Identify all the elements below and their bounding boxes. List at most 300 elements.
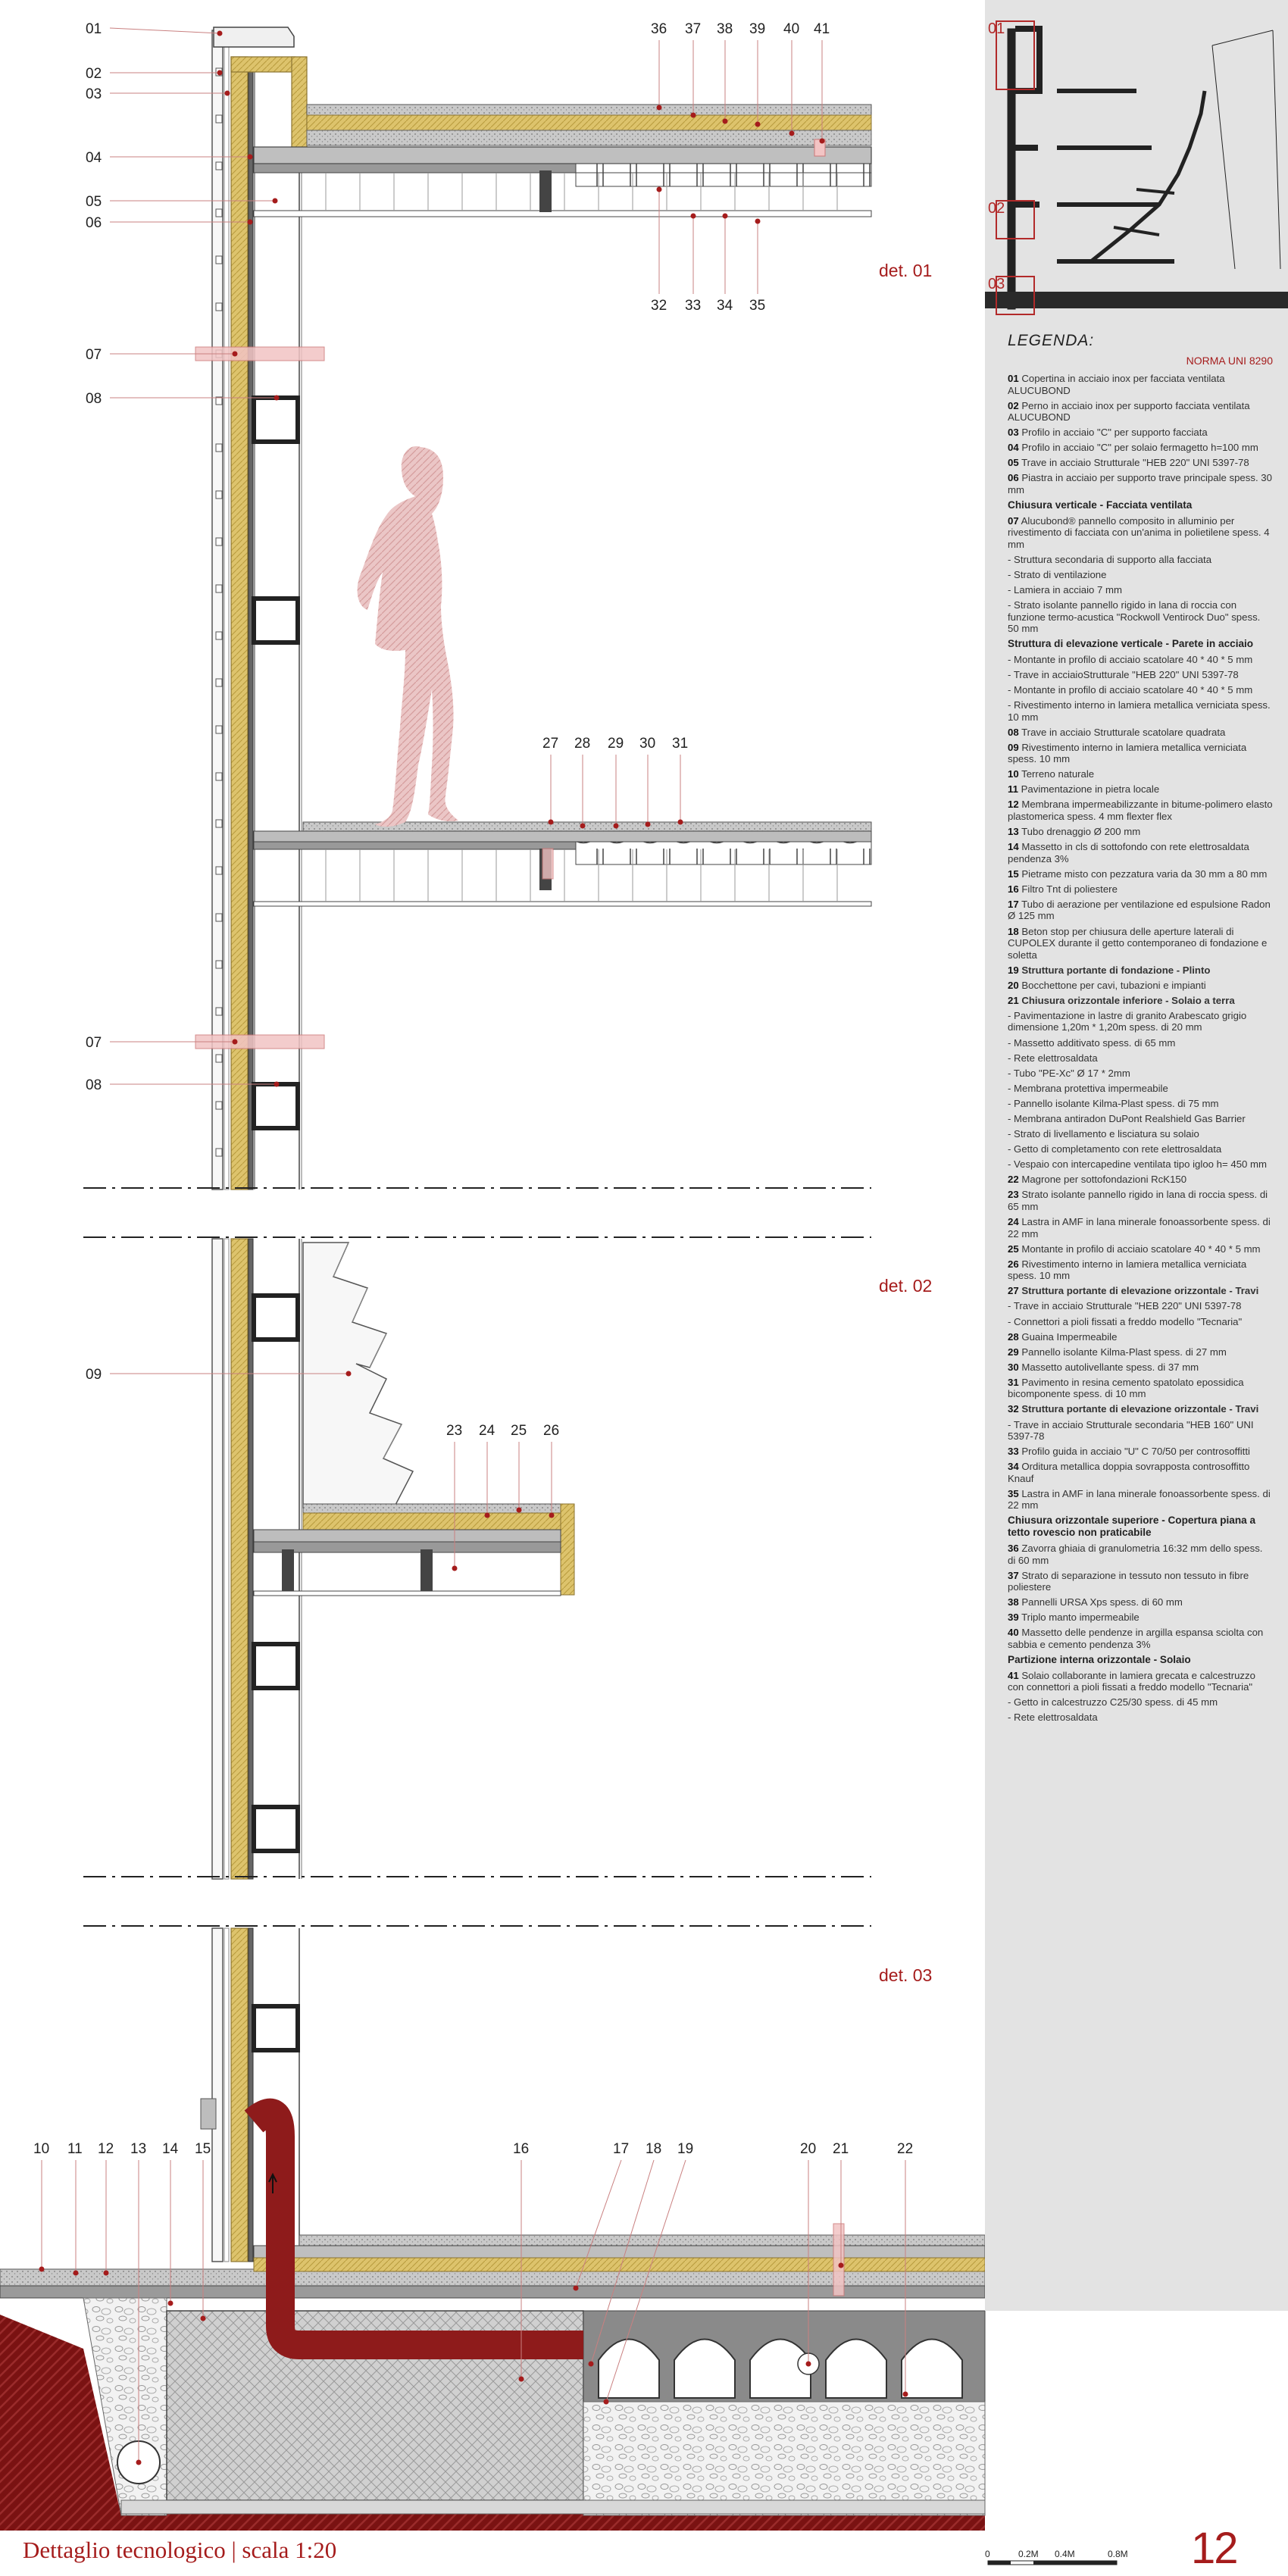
callout-label: 21 — [833, 2141, 849, 2157]
legend-item — [1008, 427, 1273, 439]
legend-item-text: Filtro Tnt di poliestere — [1021, 883, 1118, 895]
callout-34 — [717, 214, 733, 314]
legend-item-number: 13 — [1008, 826, 1019, 838]
legend-item-text: Tubo di aerazione per ventilazione ed espulsione Radon Ø 125 mm — [1008, 898, 1271, 922]
legend-item-number: 07 — [1008, 514, 1019, 527]
callout-dot — [755, 122, 761, 127]
legend-item-text: Massetto autolivellante spess. di 37 mm — [1021, 1361, 1199, 1373]
legend-item — [1008, 1285, 1273, 1297]
legend-norm: NORMA UNI 8290 — [1186, 355, 1273, 367]
callout-33 — [685, 214, 701, 314]
legend-item — [1008, 742, 1273, 765]
legend-heading: Chiusura orizzontale superiore - Copertura piana a tetto rovescio non praticabile — [1008, 1515, 1256, 1539]
legend-item — [1008, 995, 1273, 1007]
legend-item-number: 24 — [1008, 1216, 1019, 1228]
legend-item — [1008, 1670, 1273, 1693]
callout-dot — [201, 2316, 206, 2321]
callout-dot — [248, 220, 253, 225]
callout-label: 34 — [717, 298, 733, 314]
bracket — [216, 632, 222, 639]
callout-label: 03 — [86, 86, 102, 102]
legend-item-number: 38 — [1008, 1596, 1019, 1608]
legend-item-text: Lastra in AMF in lana minerale fonoassorbente spess. di 22 mm — [1008, 1216, 1271, 1240]
legend-item — [1008, 783, 1273, 796]
callout-dot — [485, 1513, 490, 1518]
callout-dot — [574, 2286, 579, 2291]
bracket — [216, 773, 222, 780]
roof-slab — [254, 105, 871, 217]
callout-label: 28 — [574, 736, 591, 752]
bracket — [216, 1102, 222, 1109]
callout-dot — [248, 155, 253, 160]
legend-item-text: Rivestimento interno in lamiera metallica verniciata spess. 10 mm — [1008, 741, 1247, 765]
legend-items — [1008, 373, 1273, 1724]
legend-item-text: Triplo manto impermeabile — [1021, 1612, 1140, 1624]
legend-item-text: Membrana impermeabilizzante in bitume-polimero elasto plastomerica spess. 4 mm flexter flex — [1008, 799, 1273, 822]
legend-item-number: 10 — [1008, 768, 1019, 780]
det03-foundation — [0, 1928, 985, 2531]
sheet-title: Dettaglio tecnologico | scala 1:20 — [23, 2537, 337, 2563]
bracket — [216, 867, 222, 874]
legend-item-text: Massetto in cls di sottofondo con rete elettrosaldata pendenza 3% — [1008, 841, 1249, 864]
legend-item-number: 39 — [1008, 1612, 1019, 1624]
legend-item — [1008, 1243, 1273, 1255]
legend-item-text: Zavorra ghiaia di granulometria 16:32 mm dello spess. di 60 mm — [1008, 1543, 1263, 1566]
legend-item-text: Profilo in acciaio "C" per solaio fermagetto h=100 mm — [1021, 442, 1258, 454]
legend-item-number: 08 — [1008, 726, 1019, 738]
callout-label: 01 — [86, 21, 102, 37]
keyplan-marker-02: 02 — [988, 200, 1005, 217]
legend-subitem: - Rivestimento interno in lamiera metallica verniciata spess. 10 mm — [1008, 699, 1271, 723]
callout-label: 26 — [543, 1423, 560, 1439]
legend-item — [1008, 868, 1273, 880]
callout-dot — [723, 119, 728, 124]
keyplan-marker-03: 03 — [988, 276, 1005, 292]
legend-item-number: 15 — [1008, 868, 1019, 880]
legend-subitem: - Connettori a pioli fissati a freddo modello "Tecnaria" — [1008, 1315, 1243, 1327]
scale-tick-02: 0.2M — [1018, 2549, 1039, 2559]
legend-item — [1008, 442, 1273, 454]
legend-item — [1008, 841, 1273, 864]
legend-subitem: - Trave in acciaioStrutturale "HEB 220" UNI 5397-78 — [1008, 668, 1239, 680]
legend-item-number: 41 — [1008, 1669, 1019, 1681]
legend-item — [1008, 1488, 1273, 1512]
legend-item-number: 14 — [1008, 841, 1019, 853]
callout-label: 08 — [86, 391, 102, 407]
callout-dot — [549, 820, 554, 825]
legend-subitem: - Strato isolante pannello rigido in lana di roccia con funzione termo-acustica "Rockwoll Ventirock Duo" spess. 50 mm — [1008, 599, 1261, 635]
callout-29 — [608, 736, 624, 829]
bracket — [216, 444, 222, 452]
callout-dot — [723, 214, 728, 219]
callout-label: 38 — [717, 21, 733, 37]
legend-item — [1008, 1258, 1273, 1282]
legend-item-number: 09 — [1008, 741, 1019, 753]
legend-subitem: - Trave in acciaio Strutturale secondaria "HEB 160" UNI 5397-78 — [1008, 1418, 1254, 1443]
legend-subitem: - Strato di livellamento e lisciatura su solaio — [1008, 1128, 1199, 1140]
callout-02 — [86, 66, 223, 82]
legend-item-number: 11 — [1008, 783, 1018, 796]
legend-item-text: Rivestimento interno in lamiera metallica verniciata spess. 10 mm — [1008, 1258, 1247, 1282]
bracket — [216, 820, 222, 827]
legend-item-text: Trave in acciaio Strutturale scatolare quadrata — [1021, 726, 1226, 738]
legend-subitem: - Lamiera in acciaio 7 mm — [1008, 583, 1122, 596]
callout-35 — [749, 219, 765, 314]
callout-label: 12 — [98, 2141, 114, 2157]
callout-label: 39 — [749, 21, 766, 37]
legend-item-number: 12 — [1008, 799, 1019, 811]
callout-dot — [646, 822, 651, 827]
callout-10 — [33, 2141, 49, 2272]
legend-item-text: Profilo in acciaio "C" per supporto facciata — [1021, 427, 1208, 439]
legend-subitem: - Pannello isolante Kilma-Plast spess. di 75 mm — [1008, 1097, 1219, 1109]
callout-label: 32 — [651, 298, 667, 314]
scale-tick-0: 0 — [985, 2549, 990, 2559]
callout-label: 04 — [86, 150, 102, 166]
legend-item — [1008, 1403, 1273, 1415]
legend-item-number: 06 — [1008, 472, 1019, 484]
legend-item-text: Strato isolante pannello rigido in lana di roccia spess. di 65 mm — [1008, 1189, 1268, 1212]
callout-dot — [589, 2362, 594, 2367]
legend-item-number: 27 — [1008, 1285, 1019, 1297]
legend-item-number: 05 — [1008, 457, 1019, 469]
callout-label: 18 — [646, 2141, 662, 2157]
legend-item — [1008, 1543, 1273, 1566]
legend-title: LEGENDA: — [1008, 332, 1095, 349]
callout-36 — [651, 21, 667, 111]
legend — [1008, 332, 1273, 1727]
callout-dot — [519, 2377, 524, 2382]
legend-item-text: Tubo drenaggio Ø 200 mm — [1021, 826, 1141, 838]
detail-label: det. 02 — [879, 1276, 933, 1296]
bracket — [216, 914, 222, 921]
legend-item-text: Trave in acciaio Strutturale "HEB 220" UNI 5397-78 — [1021, 457, 1249, 469]
callout-dot — [549, 1513, 555, 1518]
callout-11 — [67, 2141, 83, 2276]
callout-dot — [225, 91, 230, 96]
legend-item-number: 34 — [1008, 1461, 1019, 1473]
callout-label: 05 — [86, 194, 102, 210]
callout-dot — [233, 1039, 238, 1045]
callout-label: 22 — [897, 2141, 914, 2157]
legend-item-number: 23 — [1008, 1189, 1019, 1201]
bracket — [216, 303, 222, 311]
callout-dot — [517, 1508, 522, 1513]
detail-labels — [879, 261, 932, 1985]
legend-item — [1008, 1189, 1273, 1212]
legend-item — [1008, 980, 1273, 992]
legend-item — [1008, 1612, 1273, 1624]
legend-item-number: 33 — [1008, 1446, 1019, 1458]
callout-label: 24 — [479, 1423, 496, 1439]
legend-item-text: Guaina Impermeabile — [1021, 1330, 1118, 1343]
callout-dot — [104, 2271, 109, 2276]
legend-item-text: Pavimentazione in pietra locale — [1021, 783, 1160, 796]
callout-label: 11 — [67, 2141, 83, 2157]
legend-item — [1008, 768, 1273, 780]
legend-subitem: - Membrana protettiva impermeabile — [1008, 1082, 1168, 1094]
legend-subitem: - Trave in acciaio Strutturale "HEB 220" UNI 5397-78 — [1008, 1300, 1242, 1312]
callout-label: 33 — [685, 298, 702, 314]
legend-item — [1008, 1627, 1273, 1650]
legend-item — [1008, 727, 1273, 739]
callout-dot — [657, 105, 662, 111]
legend-item — [1008, 883, 1273, 896]
legend-subitem: - Getto di completamento con rete elettrosaldata — [1008, 1143, 1222, 1155]
callout-label: 35 — [749, 298, 766, 314]
legend-heading: Partizione interna orizzontale - Solaio — [1008, 1654, 1191, 1665]
callout-label: 29 — [608, 736, 624, 752]
legend-subitem: - Montante in profilo di acciaio scatolare 40 * 40 * 5 mm — [1008, 683, 1253, 696]
callout-dot — [657, 187, 662, 192]
callout-dot — [452, 1566, 458, 1571]
legend-item-number: 16 — [1008, 883, 1019, 895]
legend-item-number: 02 — [1008, 399, 1019, 411]
legend-item-number: 19 — [1008, 964, 1019, 976]
legend-item-text: Copertina in acciaio inox per facciata ventilata ALUCUBOND — [1008, 373, 1225, 396]
callout-37 — [685, 21, 701, 118]
callout-dot — [274, 395, 280, 401]
legend-subitem: - Struttura secondaria di supporto alla facciata — [1008, 553, 1212, 565]
callout-layer — [33, 21, 913, 2465]
legend-subitem: - Rete elettrosaldata — [1008, 1052, 1098, 1064]
callout-dot — [233, 352, 238, 357]
legend-subitem: - Tubo "PE-Xc" Ø 17 * 2mm — [1008, 1067, 1130, 1079]
callout-label: 19 — [677, 2141, 694, 2157]
legend-item-text: Chiusura orizzontale inferiore - Solaio a terra — [1021, 994, 1235, 1006]
callout-label: 15 — [195, 2141, 211, 2157]
bracket — [216, 115, 222, 123]
legend-item — [1008, 1216, 1273, 1240]
bracket — [216, 679, 222, 686]
legend-item-text: Struttura portante di elevazione orizzontale - Travi — [1021, 1285, 1259, 1297]
callout-label: 06 — [86, 215, 102, 231]
callout-label: 37 — [685, 21, 702, 37]
bracket — [216, 961, 222, 968]
callout-dot — [273, 199, 278, 204]
detail-label: det. 03 — [879, 1965, 933, 1985]
legend-subitem: - Pavimentazione in lastre di granito Arabescato grigio dimensione 1,20m * 1,20m spess. di 20 mm — [1008, 1009, 1247, 1033]
legend-item-number: 04 — [1008, 442, 1019, 454]
callout-dot — [678, 820, 683, 825]
callout-label: 16 — [513, 2141, 530, 2157]
legend-item — [1008, 1331, 1273, 1343]
scale-tick-08: 0.8M — [1108, 2549, 1128, 2559]
legend-item — [1008, 1461, 1273, 1484]
legend-item-text: Pietrame misto con pezzatura varia da 30 mm a 80 mm — [1021, 868, 1268, 880]
legend-item-text: Pannello isolante Kilma-Plast spess. di 27 mm — [1021, 1346, 1227, 1358]
callout-dot — [274, 1082, 280, 1087]
legend-item-text: Terreno naturale — [1021, 768, 1095, 780]
bracket — [216, 209, 222, 217]
legend-item-number: 30 — [1008, 1361, 1019, 1373]
legend-item-number: 03 — [1008, 427, 1019, 439]
legend-item-text: Pavimento in resina cemento spatolato epossidica bicomponente spess. di 10 mm — [1008, 1376, 1244, 1400]
bracket — [216, 1149, 222, 1156]
legend-subitem: - Rete elettrosaldata — [1008, 1712, 1098, 1724]
legend-subitem: - Montante in profilo di acciaio scatolare 40 * 40 * 5 mm — [1008, 653, 1253, 665]
facade-wall — [195, 27, 324, 1190]
bracket — [216, 256, 222, 264]
legend-item — [1008, 400, 1273, 424]
callout-label: 17 — [613, 2141, 630, 2157]
callout-01 — [86, 21, 223, 37]
legend-heading: Struttura di elevazione verticale - Parete in acciaio — [1008, 638, 1254, 650]
bracket — [216, 1008, 222, 1015]
bracket — [216, 538, 222, 546]
callout-label: 27 — [542, 736, 559, 752]
callout-label: 07 — [86, 347, 102, 363]
callout-label: 08 — [86, 1077, 102, 1093]
legend-item — [1008, 1446, 1273, 1458]
legend-item — [1008, 1570, 1273, 1593]
legend-item-text: Montante in profilo di acciaio scatolare 40 * 40 * 5 mm — [1021, 1243, 1261, 1255]
callout-label: 13 — [130, 2141, 147, 2157]
callout-label: 07 — [86, 1035, 102, 1051]
scale-bar — [979, 2533, 1176, 2571]
legend-item — [1008, 799, 1273, 822]
legend-item-number: 22 — [1008, 1174, 1019, 1186]
legend-item-number: 21 — [1008, 994, 1019, 1006]
legend-item-text: Massetto delle pendenze in argilla espansa sciolta con sabbia e cemento pendenza 3% — [1008, 1627, 1264, 1650]
callout-dot — [691, 113, 696, 118]
legend-item — [1008, 472, 1273, 496]
callout-label: 23 — [446, 1423, 463, 1439]
legend-item-text: Piastra in acciaio per supporto trave principale spess. 30 mm — [1008, 472, 1272, 496]
callout-label: 31 — [672, 736, 689, 752]
legend-item-text: Magrone per sottofondazioni RcK150 — [1021, 1174, 1187, 1186]
legend-item-number: 36 — [1008, 1543, 1019, 1555]
legend-item-number: 18 — [1008, 925, 1019, 937]
callout-dot — [691, 214, 696, 219]
legend-item-number: 25 — [1008, 1243, 1019, 1255]
scale-tick-04: 0.4M — [1055, 2549, 1075, 2559]
legend-subitem: - Membrana antiradon DuPont Realshield Gas Barrier — [1008, 1112, 1246, 1124]
legend-item — [1008, 1361, 1273, 1374]
callout-label: 40 — [783, 21, 800, 37]
callout-28 — [574, 736, 590, 829]
callout-dot — [346, 1371, 352, 1377]
legend-subitem: - Getto in calcestruzzo C25/30 spess. di 45 mm — [1008, 1696, 1218, 1708]
callout-31 — [672, 736, 688, 825]
callout-label: 02 — [86, 66, 102, 82]
legend-item-number: 17 — [1008, 898, 1019, 910]
intermediate-floor — [254, 822, 871, 906]
callout-12 — [98, 2141, 114, 2276]
bracket — [216, 585, 222, 592]
det02-wall — [212, 1239, 574, 1879]
callout-label: 30 — [639, 736, 656, 752]
callout-dot — [614, 824, 619, 829]
callout-dot — [806, 2362, 811, 2367]
callout-32 — [651, 187, 667, 314]
callout-03 — [86, 86, 230, 102]
sheet-number: 12 — [1191, 2524, 1237, 2573]
callout-dot — [839, 2263, 844, 2268]
callout-label: 25 — [511, 1423, 527, 1439]
callout-dot — [789, 131, 795, 136]
legend-subitem: - Massetto additivato spess. di 65 mm — [1008, 1036, 1176, 1049]
callout-dot — [39, 2267, 45, 2272]
legend-item-text: Lastra in AMF in lana minerale fonoassorbente spess. di 22 mm — [1008, 1487, 1271, 1512]
callout-dot — [217, 70, 223, 76]
callout-dot — [604, 2399, 609, 2405]
legend-item-text: Alucubond® pannello composito in alluminio per rivestimento di facciata con un'anima in polietilene spess. 4 mm — [1008, 514, 1270, 550]
legend-item-number: 32 — [1008, 1403, 1019, 1415]
callout-label: 10 — [33, 2141, 50, 2157]
callout-label: 20 — [800, 2141, 817, 2157]
legend-subitem: - Vespaio con intercapedine ventilata tipo igloo h= 450 mm — [1008, 1158, 1267, 1171]
bracket — [216, 162, 222, 170]
detail-label: det. 01 — [879, 261, 933, 280]
callout-dot — [903, 2392, 908, 2397]
legend-item — [1008, 1596, 1273, 1608]
callout-label: 09 — [86, 1367, 102, 1383]
legend-item — [1008, 899, 1273, 922]
legend-item-number: 26 — [1008, 1258, 1019, 1270]
legend-item-text: Perno in acciaio inox per supporto facciata ventilata ALUCUBOND — [1008, 399, 1250, 424]
legend-item-number: 01 — [1008, 373, 1019, 384]
key-plan — [985, 0, 1288, 318]
legend-item — [1008, 457, 1273, 469]
callout-dot — [136, 2460, 142, 2465]
legend-item-text: Orditura metallica doppia sovrapposta controsoffitto Knauf — [1008, 1461, 1250, 1484]
legend-item-text: Struttura portante di elevazione orizzontale - Travi — [1021, 1403, 1259, 1415]
callout-25 — [511, 1423, 527, 1513]
legend-heading: Chiusura verticale - Facciata ventilata — [1008, 499, 1193, 511]
legend-item-text: Beton stop per chiusura delle aperture laterali di CUPOLEX durante il getto contemporaneo di fondazione e soletta — [1008, 925, 1268, 961]
legend-item — [1008, 1174, 1273, 1186]
legend-subitem: - Strato di ventilazione — [1008, 568, 1107, 580]
legend-item-text: Solaio collaborante in lamiera grecata e calcestruzzo con connettori a pioli fissati a freddo modello "Tecnaria" — [1008, 1669, 1255, 1693]
legend-item-number: 20 — [1008, 979, 1019, 991]
legend-item — [1008, 373, 1273, 396]
legend-item — [1008, 515, 1273, 551]
bracket — [216, 726, 222, 733]
callout-dot — [217, 31, 223, 36]
legend-item-number: 29 — [1008, 1346, 1019, 1358]
legend-item — [1008, 964, 1273, 977]
callout-dot — [820, 139, 825, 144]
bracket — [216, 1055, 222, 1062]
legend-item-text: Pannelli URSA Xps spess. di 60 mm — [1021, 1596, 1183, 1608]
callout-dot — [580, 824, 586, 829]
callout-27 — [542, 736, 558, 825]
legend-item-number: 37 — [1008, 1569, 1019, 1581]
legend-item-number: 40 — [1008, 1627, 1019, 1639]
callout-label: 41 — [814, 21, 830, 37]
legend-item-number: 28 — [1008, 1330, 1019, 1343]
bracket — [216, 491, 222, 499]
legend-item-text: Strato di separazione in tessuto non tessuto in fibre poliestere — [1008, 1569, 1249, 1593]
legend-item-text: Struttura portante di fondazione - Plinto — [1021, 964, 1211, 976]
callout-30 — [639, 736, 655, 827]
legend-item — [1008, 926, 1273, 961]
legend-item-number: 35 — [1008, 1487, 1019, 1499]
human-figure — [358, 446, 458, 827]
legend-item-text: Profilo guida in acciaio "U" C 70/50 per controsoffitti — [1021, 1446, 1250, 1458]
legend-item-number: 31 — [1008, 1376, 1019, 1388]
callout-dot — [755, 219, 761, 224]
callout-label: 14 — [162, 2141, 179, 2157]
callout-dot — [73, 2271, 79, 2276]
legend-item — [1008, 826, 1273, 838]
keyplan-marker-01: 01 — [988, 20, 1005, 37]
legend-item — [1008, 1346, 1273, 1358]
legend-item — [1008, 1377, 1273, 1400]
callout-dot — [168, 2301, 174, 2306]
callout-label: 36 — [651, 21, 667, 37]
